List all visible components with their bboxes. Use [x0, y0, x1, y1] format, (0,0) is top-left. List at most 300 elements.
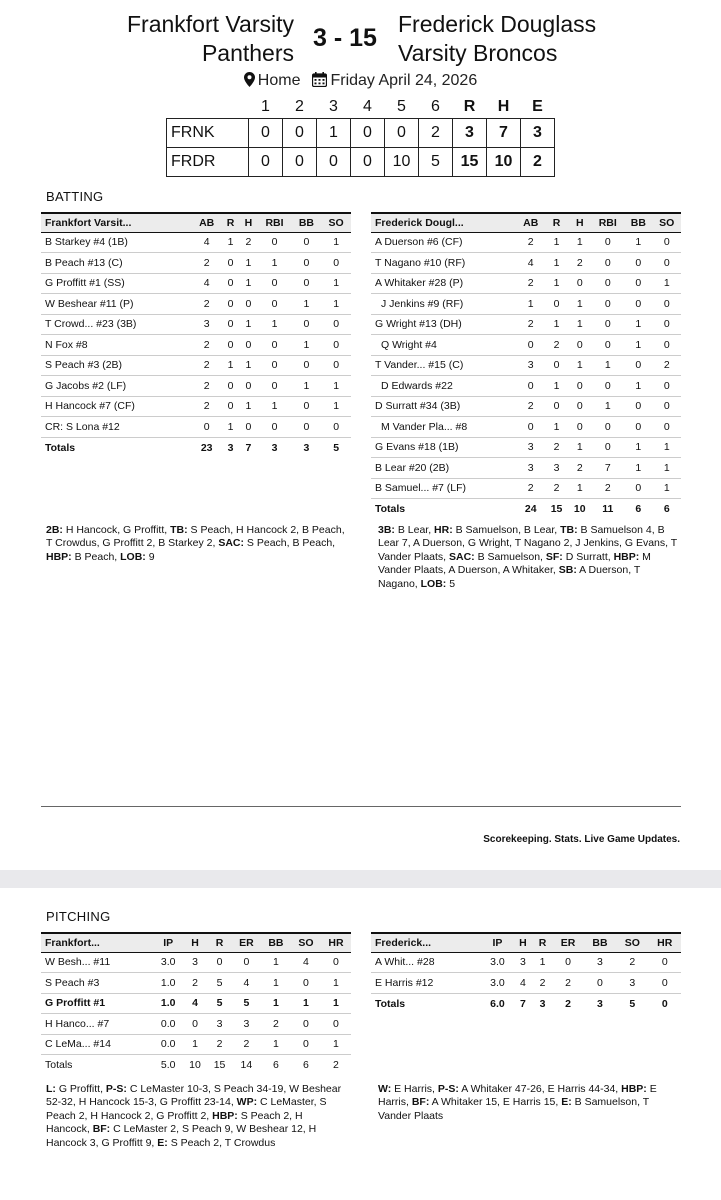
player-row — [41, 1014, 351, 1035]
stat-cell: 4 — [192, 232, 222, 253]
stat-cell: 0 — [653, 314, 681, 335]
inning-header: 1 — [261, 97, 270, 115]
player-name: B Lear #20 (2B) — [371, 458, 517, 479]
player-row — [41, 335, 351, 356]
stat-cell: 1 — [321, 973, 351, 994]
batting-section-title: BATTING — [46, 189, 104, 204]
player-name: M Vander Pla... #8 — [371, 417, 517, 438]
stat-cell: 3 — [517, 437, 545, 458]
totals-cell: 7 — [520, 997, 526, 1010]
player-row — [41, 952, 351, 973]
stat-cell: 1 — [321, 1034, 351, 1055]
stat-cell: 0 — [207, 952, 232, 973]
stat-cell: 1 — [239, 355, 257, 376]
stat-cell: 0 — [292, 232, 322, 253]
stat-cell: 1.0 — [154, 993, 183, 1014]
stat-cell: 1 — [545, 273, 568, 294]
stat-cell: 1 — [183, 1034, 208, 1055]
stat-cell: 0 — [321, 253, 351, 274]
errors-header: E — [532, 97, 543, 115]
stat-column-header: H — [183, 933, 208, 952]
totals-cell: 2 — [565, 997, 571, 1010]
player-name: G Evans #18 (1B) — [371, 437, 517, 458]
stat-cell: 0 — [321, 314, 351, 335]
stat-cell: 0 — [624, 253, 652, 274]
stat-cell: 2 — [616, 952, 648, 973]
stat-cell: 0 — [257, 335, 291, 356]
totals-cell: 3 — [227, 441, 234, 454]
stat-table-body — [371, 232, 681, 519]
stat-note-text: S Peach, B Peach, — [244, 537, 336, 550]
stat-cell: 1 — [261, 1034, 291, 1055]
stat-cell: 3.0 — [154, 952, 183, 973]
game-meta — [0, 72, 721, 92]
stat-note-key: LOB: — [420, 577, 447, 590]
stat-cell: 1 — [321, 232, 351, 253]
stat-cell: 1 — [222, 355, 240, 376]
stat-cell: 1 — [239, 314, 257, 335]
player-row — [41, 973, 351, 994]
player-row — [41, 396, 351, 417]
stat-cell: 2 — [192, 253, 222, 274]
player-name: A Whit... #28 — [371, 952, 482, 973]
stat-note-text: S Peach 2, H Hancock, — [46, 1109, 303, 1136]
hits-header: H — [497, 97, 510, 115]
stat-note-text: B Samuelson 4, B Lear 7, A Duerson, G Wright, T Nagano 2, J Jenkins, G Evans, T Vander Plaats, — [378, 524, 678, 563]
stat-cell: 0 — [568, 335, 591, 356]
stat-cell: 0 — [568, 396, 591, 417]
player-row — [371, 417, 681, 438]
home-batting-notes — [46, 524, 346, 564]
home-team-line-1: Frankfort Varsity — [127, 11, 294, 37]
stat-note-key: L: — [46, 1083, 56, 1095]
stat-note-key: LOB: — [120, 550, 146, 563]
stat-column-header: RBI — [257, 213, 291, 232]
stat-cell: 2 — [568, 458, 591, 479]
stat-cell: 0 — [222, 294, 240, 315]
totals-cell: 7 — [245, 441, 252, 454]
stat-cell: 1 — [624, 437, 652, 458]
stat-cell: 0 — [545, 294, 568, 315]
inning-runs: 2 — [419, 118, 453, 147]
stat-note-text: B Lear, — [394, 524, 435, 536]
stat-cell: 1 — [653, 273, 681, 294]
stat-cell: 0 — [591, 417, 624, 438]
line-score-row-away — [167, 147, 555, 176]
stat-column-header: AB — [192, 213, 222, 232]
location-pin-icon — [244, 72, 255, 92]
stat-cell: 0 — [257, 294, 291, 315]
stat-cell: 0 — [222, 314, 240, 335]
stat-note-text: B Samuelson, T Vander Plaats — [378, 1096, 649, 1122]
totals-cell: 5 — [333, 441, 340, 454]
stat-cell: 2 — [517, 314, 545, 335]
team-column-header: Frederick... — [371, 933, 482, 952]
player-name: H Hanco... #7 — [41, 1014, 154, 1035]
stat-note-key: E: — [157, 1136, 168, 1149]
player-name: S Peach #3 (2B) — [41, 355, 192, 376]
away-batting-notes — [378, 524, 678, 591]
stat-cell: 1 — [321, 294, 351, 315]
stat-cell: 0 — [291, 1014, 321, 1035]
away-team-line-2: Varsity Broncos — [398, 40, 558, 66]
stat-cell: 2 — [207, 1034, 232, 1055]
stat-note-key: P-S: — [437, 1083, 459, 1095]
player-row — [371, 396, 681, 417]
stat-cell: 1 — [545, 314, 568, 335]
stat-cell: 0 — [321, 1014, 351, 1035]
stat-cell: 0 — [568, 417, 591, 438]
stat-note-text: E Harris, — [391, 1083, 438, 1095]
team-column-header: Frankfort... — [41, 933, 154, 952]
stat-cell: 3 — [183, 952, 208, 973]
stat-cell: 1 — [624, 232, 652, 253]
stat-cell: 3 — [513, 952, 533, 973]
stat-cell: 0 — [292, 273, 322, 294]
totals-cell: 23 — [200, 441, 213, 454]
stat-cell: 2 — [239, 232, 257, 253]
stat-note-key: HBP: — [613, 550, 640, 563]
stat-cell: 0 — [591, 273, 624, 294]
player-name: N Fox #8 — [41, 335, 192, 356]
stat-cell: 0 — [591, 232, 624, 253]
stat-cell: 0 — [321, 335, 351, 356]
stat-cell: 1 — [292, 294, 322, 315]
stat-cell: 0 — [292, 396, 322, 417]
stat-column-header: BB — [584, 933, 616, 952]
stat-note-text: D Surratt, — [562, 550, 614, 563]
player-row — [371, 314, 681, 335]
inning-runs: 0 — [249, 118, 283, 147]
stat-cell: 3 — [517, 458, 545, 479]
stat-cell: 2 — [192, 376, 222, 397]
stat-cell: 1 — [568, 294, 591, 315]
stat-cell: 1 — [321, 273, 351, 294]
inning-runs: 5 — [419, 147, 453, 176]
stat-column-header: R — [222, 213, 240, 232]
stat-cell: 0.0 — [154, 1014, 183, 1035]
stat-cell: 0 — [649, 973, 681, 994]
stat-column-header: HR — [649, 933, 681, 952]
stat-cell: 0 — [222, 253, 240, 274]
inning-runs: 0 — [385, 118, 419, 147]
stat-column-header: BB — [261, 933, 291, 952]
totals-cell: 6.0 — [490, 997, 505, 1010]
player-row — [41, 993, 351, 1014]
stat-cell: 1 — [261, 973, 291, 994]
stat-cell: 1 — [568, 437, 591, 458]
player-row — [371, 376, 681, 397]
inning-runs: 0 — [283, 118, 317, 147]
stat-cell: 3 — [616, 973, 648, 994]
runs-header: R — [463, 97, 476, 115]
stat-cell: 2 — [568, 253, 591, 274]
stat-cell: 4 — [291, 952, 321, 973]
totals-cell: 3 — [303, 441, 310, 454]
stat-cell: 0 — [591, 294, 624, 315]
totals-label: Totals — [45, 1059, 73, 1071]
totals-cell: 0 — [661, 997, 668, 1010]
stat-cell: 0 — [568, 273, 591, 294]
stat-cell: 0 — [624, 478, 652, 499]
stat-column-header: H — [513, 933, 533, 952]
location-label: Home — [257, 72, 301, 89]
totals-cell: 24 — [524, 503, 537, 515]
totals-row — [371, 499, 681, 520]
stat-cell: 3 — [517, 355, 545, 376]
stat-column-header: BB — [624, 213, 652, 232]
box-score-page-2 — [0, 888, 721, 1200]
stat-cell: 4 — [192, 273, 222, 294]
total-hits: 7 — [487, 118, 521, 147]
player-row — [371, 232, 681, 253]
player-name: E Harris #12 — [371, 973, 482, 994]
stat-note-text: G Proffitt, — [55, 1083, 106, 1095]
stat-cell: 1 — [321, 376, 351, 397]
player-row — [41, 1034, 351, 1055]
player-name: B Samuel... #7 (LF) — [371, 478, 517, 499]
player-row — [41, 314, 351, 335]
stat-cell: 1 — [239, 253, 257, 274]
stat-cell: 4 — [232, 973, 261, 994]
inning-header: 4 — [363, 97, 372, 115]
away-team-line-1: Frederick Douglass — [398, 11, 597, 37]
stat-cell: 1.0 — [154, 973, 183, 994]
total-hits: 10 — [487, 147, 521, 176]
totals-cell: 6 — [273, 1059, 279, 1071]
totals-cell: 10 — [573, 503, 586, 515]
stat-cell: 2 — [517, 478, 545, 499]
total-errors: 2 — [521, 147, 555, 176]
stat-note-text: S Peach, H Hancock 2, B Peach, T Crowdus, G Proffitt 2, B Starkey 2, — [46, 524, 345, 550]
stat-cell: 0 — [545, 355, 568, 376]
inning-header: 2 — [295, 97, 304, 115]
stat-table-head — [41, 933, 351, 952]
stat-cell: 3 — [545, 458, 568, 479]
stat-column-header: R — [207, 933, 232, 952]
stat-cell: 0 — [321, 952, 351, 973]
stat-cell: 0 — [649, 952, 681, 973]
stat-cell: 5 — [207, 973, 232, 994]
stat-cell: 1 — [653, 437, 681, 458]
stat-note-text: H Hancock, G Proffitt, — [62, 524, 171, 536]
stat-header-row — [41, 213, 351, 232]
inning-runs: 0 — [317, 147, 351, 176]
stat-note-key: E: — [561, 1096, 572, 1109]
stat-cell: 0 — [517, 335, 545, 356]
stat-cell: 1 — [545, 232, 568, 253]
stat-note-key: SAC: — [218, 537, 245, 550]
stat-note-text: A Whitaker 15, E Harris 15, — [429, 1096, 562, 1109]
stat-table-head — [41, 213, 351, 232]
stat-cell: 4 — [517, 253, 545, 274]
player-name: A Whitaker #28 (P) — [371, 273, 517, 294]
footer-tagline: Scorekeeping. Stats. Live Game Updates. — [483, 834, 680, 845]
player-name: H Hancock #7 (CF) — [41, 396, 192, 417]
totals-cell: 14 — [240, 1059, 253, 1071]
score-text: 3 - 15 — [313, 24, 377, 52]
stat-cell: 0 — [321, 355, 351, 376]
stat-column-header: R — [533, 933, 553, 952]
stat-cell: 0 — [653, 417, 681, 438]
stat-note-key: BF: — [411, 1096, 430, 1109]
inning-runs: 0 — [351, 118, 385, 147]
inning-runs: 0 — [351, 147, 385, 176]
stat-cell: 0 — [552, 952, 583, 973]
stat-column-header: SO — [616, 933, 648, 952]
player-name: A Duerson #6 (CF) — [371, 232, 517, 253]
stat-cell: 4 — [513, 973, 533, 994]
stat-cell: 0 — [653, 253, 681, 274]
player-name: D Edwards #22 — [371, 376, 517, 397]
page-divider — [41, 806, 681, 807]
stat-note-key: BF: — [92, 1123, 111, 1136]
player-row — [371, 952, 681, 973]
totals-cell: 15 — [550, 503, 563, 515]
stat-column-header: BB — [292, 213, 322, 232]
stat-cell: 2 — [183, 973, 208, 994]
player-name: CR: S Lona #12 — [41, 417, 192, 438]
stat-cell: 1 — [222, 232, 240, 253]
player-name: C LeMa... #14 — [41, 1034, 154, 1055]
player-row — [41, 417, 351, 438]
stat-header-row — [371, 933, 681, 952]
stat-cell: 1 — [624, 458, 652, 479]
stat-cell: 2 — [533, 973, 553, 994]
stat-column-header: ER — [232, 933, 261, 952]
stat-cell: 0 — [239, 376, 257, 397]
stat-cell: 1 — [653, 458, 681, 479]
player-row — [41, 355, 351, 376]
stat-column-header: ER — [552, 933, 583, 952]
stat-cell: 3 — [232, 1014, 261, 1035]
home-pitching-notes — [46, 1083, 346, 1150]
stat-note-text: M Vander Plaats, A Duerson, A Whitaker, — [378, 550, 651, 577]
stat-cell: 1 — [624, 376, 652, 397]
stat-cell: 0 — [292, 417, 322, 438]
stat-cell: 2 — [552, 973, 583, 994]
inning-runs: 1 — [317, 118, 351, 147]
player-name: T Vander... #15 (C) — [371, 355, 517, 376]
stat-note-text: C LeMaster, S Peach 2, H Hancock 2, G Proffitt 2, — [46, 1096, 327, 1122]
stat-cell: 0 — [624, 417, 652, 438]
stat-cell: 1 — [653, 478, 681, 499]
player-row — [41, 294, 351, 315]
player-name: W Besh... #11 — [41, 952, 154, 973]
stat-cell: 1 — [568, 232, 591, 253]
stat-cell: 0 — [591, 437, 624, 458]
stat-cell: 0 — [591, 376, 624, 397]
stat-cell: 0 — [292, 355, 322, 376]
totals-cell: 6 — [663, 503, 670, 515]
team-abbrev: FRNK — [167, 118, 249, 147]
totals-cell: 6 — [303, 1059, 309, 1071]
totals-cell: 2 — [333, 1059, 339, 1071]
line-score-header — [167, 96, 555, 118]
team-column-header: Frankfort Varsit... — [41, 213, 192, 232]
stat-cell: 2 — [192, 335, 222, 356]
stat-note-key: HR: — [434, 524, 453, 536]
stat-cell: 0 — [653, 232, 681, 253]
totals-row — [41, 1055, 351, 1076]
player-row — [371, 437, 681, 458]
inning-header: 6 — [431, 97, 440, 115]
stat-note-key: TB: — [560, 524, 578, 536]
stat-cell: 0 — [183, 1014, 208, 1035]
stat-cell: 0 — [239, 417, 257, 438]
stat-cell: 0 — [321, 417, 351, 438]
stat-cell: 1 — [568, 355, 591, 376]
stat-cell: 0 — [591, 335, 624, 356]
total-errors: 3 — [521, 118, 555, 147]
stat-cell: 0 — [257, 417, 291, 438]
stat-cell: 1 — [533, 952, 553, 973]
stat-cell: 0 — [624, 396, 652, 417]
stat-cell: 2 — [232, 1034, 261, 1055]
stat-header-row — [371, 213, 681, 232]
player-name: S Peach #3 — [41, 973, 154, 994]
stat-cell: 0 — [517, 376, 545, 397]
stat-cell: 0 — [545, 396, 568, 417]
stat-cell: 2 — [591, 478, 624, 499]
stat-cell: 2 — [653, 355, 681, 376]
stat-cell: 1 — [321, 396, 351, 417]
away-pitching-notes — [378, 1083, 678, 1123]
stat-cell: 2 — [545, 437, 568, 458]
player-name: W Beshear #11 (P) — [41, 294, 192, 315]
totals-cell: 10 — [189, 1059, 201, 1071]
stat-note-key: TB: — [170, 524, 188, 536]
stat-note-key: HBP: — [46, 550, 72, 563]
player-row — [371, 478, 681, 499]
away-team-name — [398, 10, 698, 68]
stat-note-text: B Samuelson, B Lear, — [452, 524, 561, 536]
totals-cell: 15 — [213, 1059, 226, 1071]
stat-column-header: SO — [291, 933, 321, 952]
calendar-icon — [312, 72, 327, 92]
stat-note-text: A Whitaker 47-26, E Harris 44-34, — [458, 1083, 622, 1095]
stat-cell: 3.0 — [482, 973, 513, 994]
away-pitching-table — [371, 932, 681, 1014]
stat-column-header: HR — [321, 933, 351, 952]
player-name: J Jenkins #9 (RF) — [371, 294, 517, 315]
stat-cell: 0 — [257, 355, 291, 376]
stat-column-header: IP — [482, 933, 513, 952]
home-team-line-2: Panthers — [201, 40, 294, 66]
stat-column-header: RBI — [591, 213, 624, 232]
stat-note-text: 9 — [145, 550, 155, 563]
stat-table-body — [371, 952, 681, 1014]
stat-cell: 1 — [545, 376, 568, 397]
stat-column-header: R — [545, 213, 568, 232]
totals-cell: 5 — [629, 997, 636, 1010]
stat-cell: 0 — [222, 396, 240, 417]
totals-row — [41, 437, 351, 458]
stat-column-header: SO — [321, 213, 351, 232]
stat-cell: 1 — [517, 294, 545, 315]
stat-cell: 0 — [624, 355, 652, 376]
stat-cell: 1 — [568, 478, 591, 499]
stat-cell: 4 — [183, 993, 208, 1014]
home-batting-table — [41, 212, 351, 458]
stat-cell: 0 — [591, 253, 624, 274]
total-runs: 3 — [453, 118, 487, 147]
totals-cell: 6 — [635, 503, 642, 515]
stat-cell: 0 — [653, 294, 681, 315]
player-name: D Surratt #34 (3B) — [371, 396, 517, 417]
stat-cell: 1 — [545, 253, 568, 274]
stat-cell: 0 — [584, 973, 616, 994]
